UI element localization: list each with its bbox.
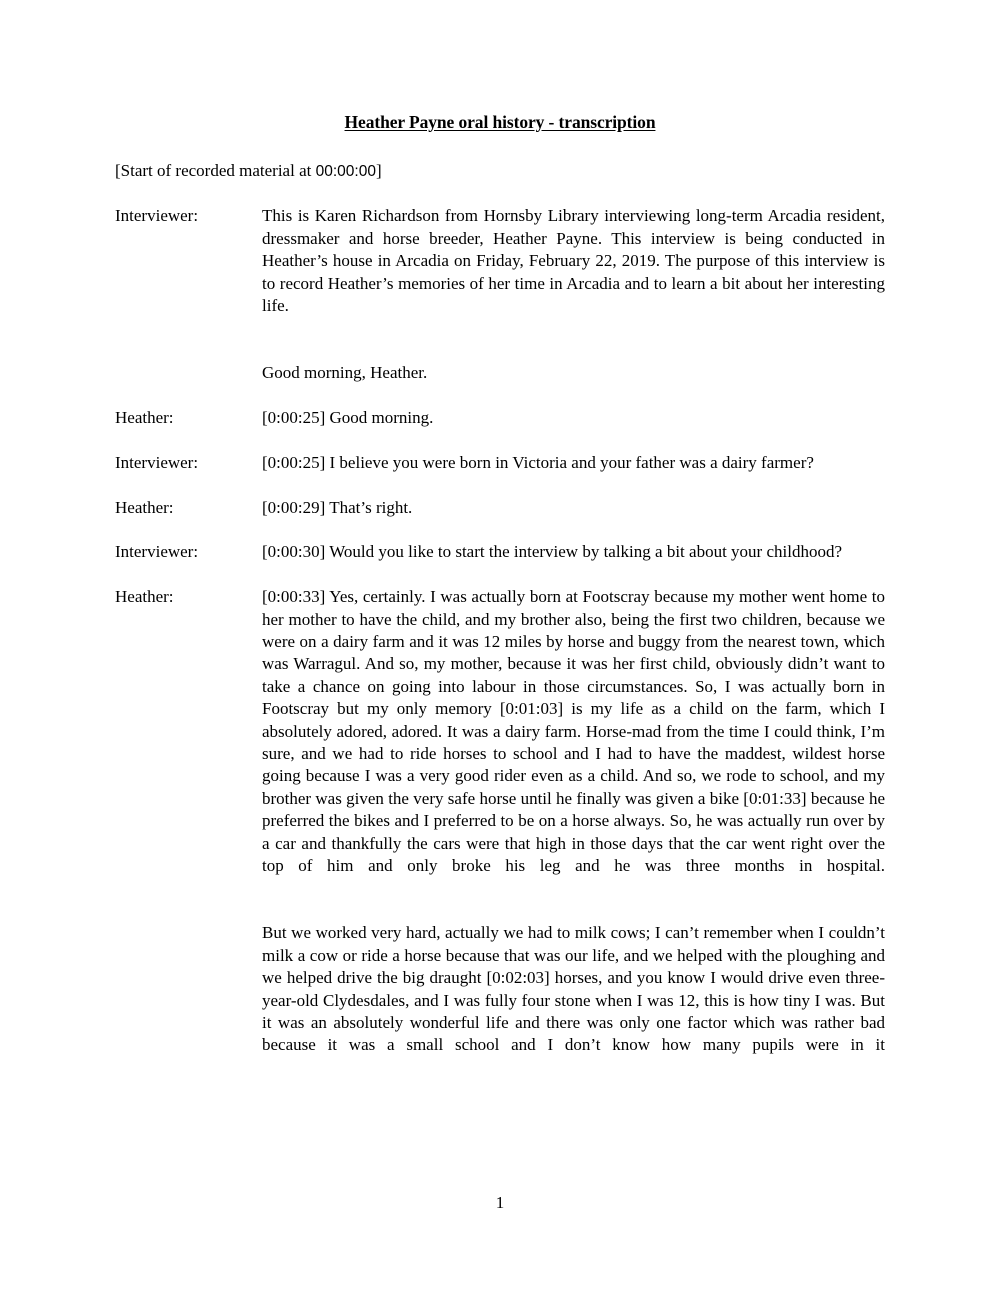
- speech-paragraph: But we worked very hard, actually we had to milk cows; I can’t remember when I couldn’t milk a cow or ride a horse because that was our life, and we helped with the ploughing and we helped drive the big draught [0:02:03] horses, and you know I would drive even three-year-old Clydesdales, and I was fully four stone when I was 12, this is how tiny I was. But it was an absolutely wonderful life and there was only one factor which was rather bad because it was a small school and I don’t know how many pupils were in it: [262, 923, 885, 1055]
- transcript-turn: [115, 452, 885, 474]
- speaker-label: Interviewer:: [115, 542, 199, 562]
- speech-paragraph: [0:00:30] Would you like to start the interview by talking a bit about your childhood?: [262, 542, 842, 562]
- speaker-label: Heather:: [115, 408, 174, 428]
- speech-text: [262, 541, 885, 563]
- speech-text: [262, 205, 885, 384]
- transcript-body: [115, 160, 885, 1102]
- speech-paragraph: This is Karen Richardson from Hornsby Library interviewing long-term Arcadia resident, dressmaker and horse breeder, Heather Payne. This interview is being conducted in Heather’s house in Arcadia on Friday, February 22, 2019. The purpose of this interview is to record Heather’s memories of her time in Arcadia and to learn a bit about her interesting life.: [262, 206, 885, 316]
- transcript-turn: [115, 586, 885, 1079]
- speaker-label: Interviewer:: [115, 452, 199, 472]
- speech-text: [262, 407, 885, 429]
- transcript-turn: [115, 497, 885, 519]
- page-number: 1: [495, 1193, 505, 1212]
- start-marker-suffix: ]: [375, 161, 382, 180]
- speech-paragraph: [0:00:33] Yes, certainly. I was actually born at Footscray because my mother went home to her mother to have the child, and my brother also, being the first two children, because we were on a dairy farm and it was 12 miles by horse and buggy from the nearest town, which was Warragul. And so, my mother, because it was her first child, obviously didn’t want to take a chance on going into labour in those circumstances. So, I was actually born in Footscray but my only memory [0:01:03] is my life as a child on the farm, which I absolutely adored, adored. It was a dairy farm. Horse-mad from the time I could think, I’m sure, and we had to ride horses to school and I had to have the maddest, wildest horse going because I was a very good rider even as a child. And so, we rode to school, and my brother was given the very safe horse until he finally was given a bike [0:01:33] because he preferred the bikes and I preferred to be on a horse always. So, he was actually run over by a car and thankfully the cars were that high in those days that the car went right over the top of him and only broke his leg and he was three months in hospital.: [262, 587, 885, 876]
- start-of-recording-marker: [115, 160, 885, 183]
- speaker-label: Interviewer:: [115, 206, 199, 226]
- speech-text: [262, 586, 885, 1079]
- speech-text: [262, 497, 885, 519]
- transcript-turn: [115, 541, 885, 563]
- speech-paragraph: [0:00:25] Good morning.: [262, 408, 434, 428]
- speech-paragraph: [0:00:29] That’s right.: [262, 497, 413, 517]
- start-marker-timecode: 00:00:00: [315, 163, 376, 180]
- page-title-text: Heather Payne oral history - transcription: [344, 112, 656, 132]
- speaker-label: Heather:: [115, 587, 174, 607]
- speech-paragraph: Good morning, Heather.: [262, 363, 428, 383]
- start-marker-prefix: [Start of recorded material at: [115, 161, 316, 180]
- speaker-label: Heather:: [115, 497, 174, 517]
- speech-text: [262, 452, 885, 474]
- page-title: [0, 112, 1000, 133]
- transcript-turn: [115, 407, 885, 429]
- speech-paragraph: [0:00:25] I believe you were born in Victoria and your father was a dairy farmer?: [262, 452, 814, 472]
- transcript-turn: [115, 205, 885, 384]
